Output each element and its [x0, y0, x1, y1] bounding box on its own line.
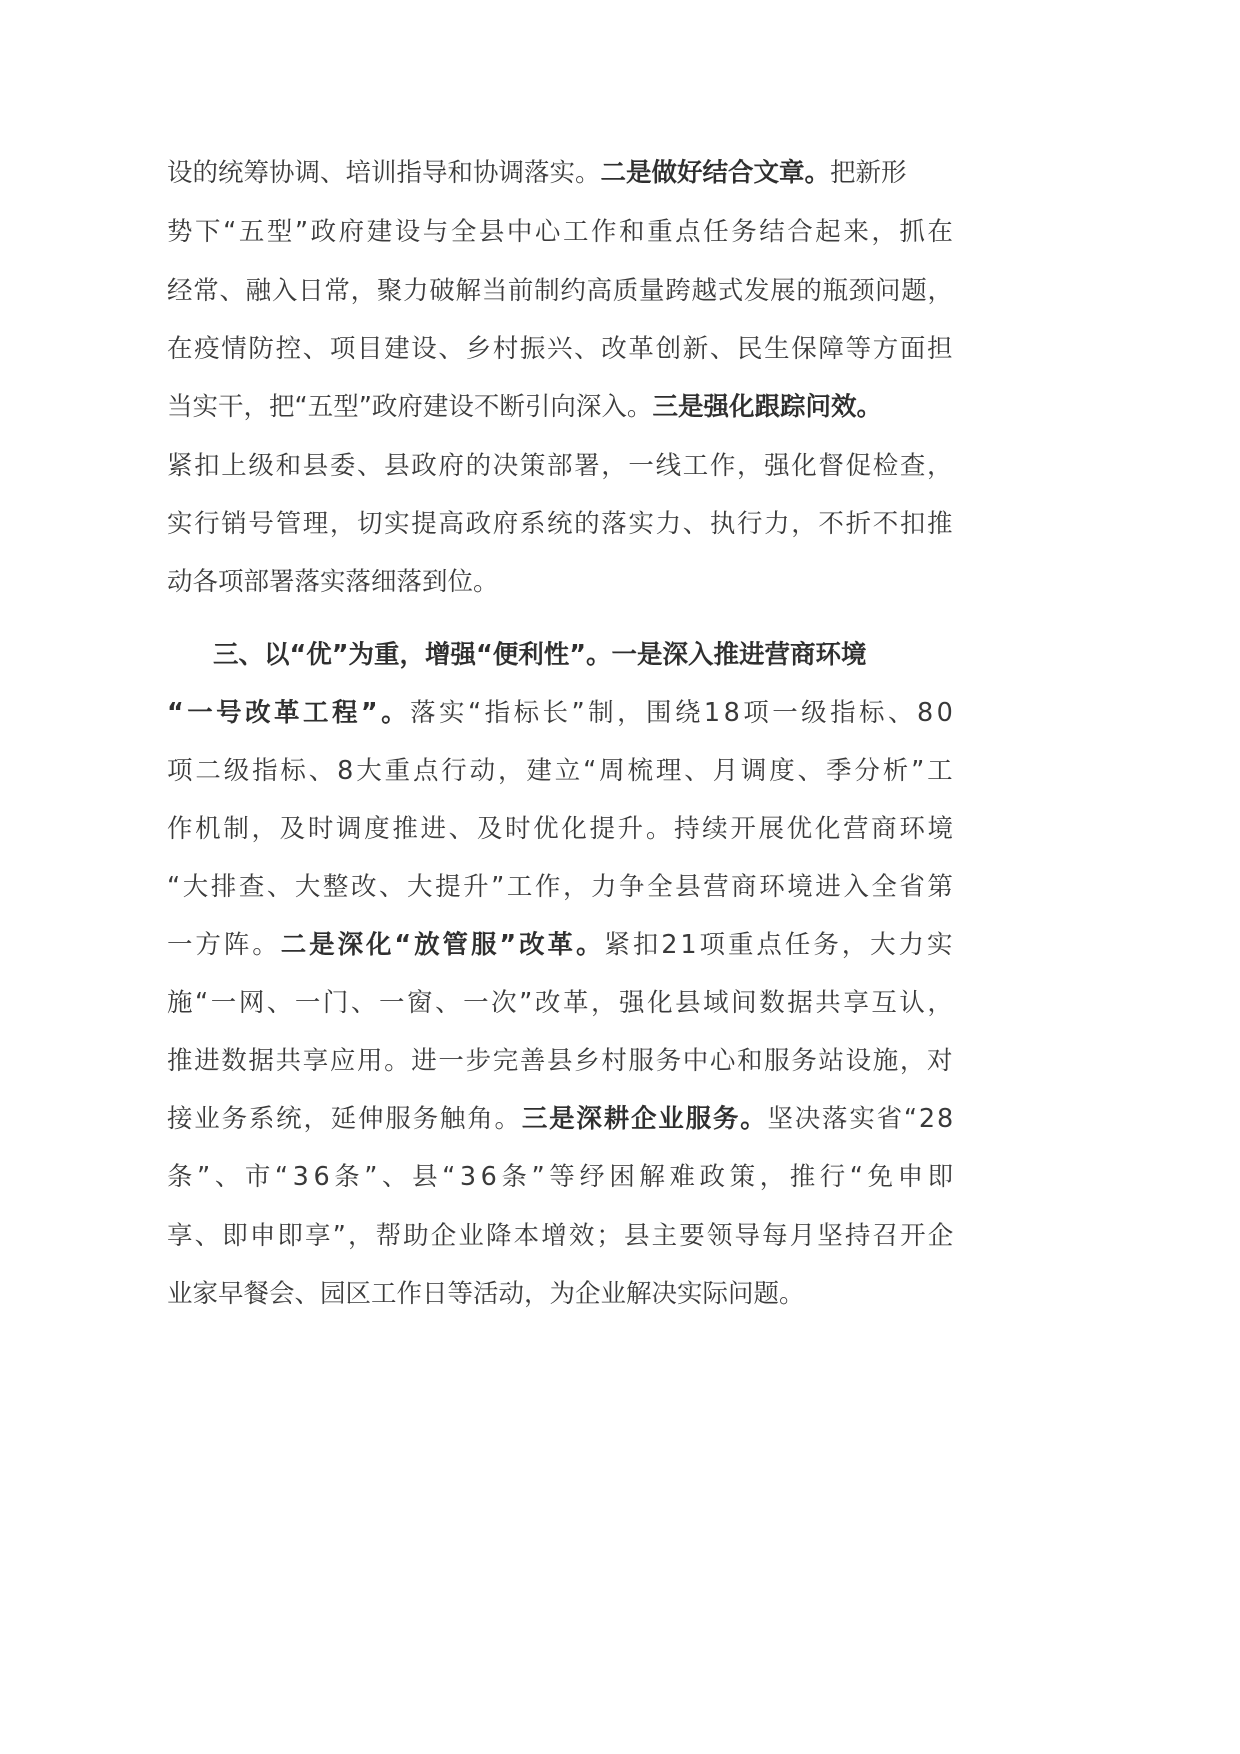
text-line [167, 930, 955, 960]
text-line [167, 872, 955, 902]
text-line [167, 451, 954, 481]
text-line [167, 1046, 954, 1076]
text-run: “大排查、大整改、大提升”工作，力争全县营商环境进入全省第 [167, 872, 956, 902]
bold-phrase: 二是做好结合文章。 [600, 158, 831, 188]
text-line [167, 276, 954, 306]
text-line [167, 334, 954, 364]
text-line [167, 1162, 958, 1192]
text-run: 条”、市“36条”、县“36条”等纾困解难政策，推行“免申即 [167, 1162, 958, 1192]
bold-phrase: 三、以“优”为重，增强“便利性”。一是深入推进营商环境 [213, 640, 867, 670]
text-line [167, 567, 499, 597]
text-run: 推进数据共享应用。进一步完善县乡村服务中心和服务站设施，对 [167, 1046, 955, 1076]
text-run: 落实“指标长”制，围绕18项一级指标、80 [410, 698, 957, 728]
text-run: 一方阵。 [167, 930, 281, 960]
text-line [167, 1221, 955, 1251]
text-line [167, 392, 882, 422]
text-line [167, 158, 907, 188]
text-run: 实行销号管理，切实提高政府系统的落实力、执行力，不折不扣推 [167, 509, 955, 539]
text-line [167, 988, 955, 1018]
text-run: 业家早餐会、园区工作日等活动，为企业解决实际问题。 [167, 1279, 805, 1309]
text-run: 接业务系统，延伸服务触角。 [167, 1104, 522, 1134]
text-run: 把新形 [830, 158, 907, 188]
bold-phrase: 三是深耕企业服务。 [521, 1104, 768, 1134]
text-line [167, 698, 956, 728]
text-run: 经常、融入日常，聚力破解当前制约高质量跨越式发展的瓶颈问题， [167, 276, 954, 306]
text-run: 享、即申即享”，帮助企业降本增效；县主要领导每月坚持召开企 [167, 1221, 956, 1251]
text-run: 作机制，及时调度推进、及时优化提升。持续开展优化营商环境 [167, 814, 956, 844]
text-line [167, 756, 956, 786]
text-line [167, 1279, 805, 1309]
text-line [167, 217, 955, 247]
text-run: 在疫情防控、项目建设、乡村振兴、改革创新、民生保障等方面担 [167, 334, 955, 364]
text-run: 项二级指标、8大重点行动，建立“周梳理、月调度、季分析”工 [167, 756, 956, 786]
text-line [167, 814, 956, 844]
bold-phrase: 三是强化跟踪问效。 [652, 392, 882, 422]
bold-phrase: “一号改革工程”。 [167, 698, 411, 728]
text-run: 当实干，把“五型”政府建设不断引向深入。 [167, 392, 653, 422]
text-line [167, 1104, 955, 1134]
text-run: 坚决落实省“28 [767, 1104, 955, 1134]
text-run: 紧扣上级和县委、县政府的决策部署，一线工作，强化督促检查， [167, 451, 955, 481]
text-run: 势下“五型”政府建设与全县中心工作和重点任务结合起来，抓在 [167, 217, 956, 247]
text-run: 施“一网、一门、一窗、一次”改革，强化县域间数据共享互认， [167, 988, 956, 1018]
text-line [213, 640, 867, 670]
bold-phrase: 二是深化“放管服”改革。 [280, 930, 605, 960]
text-run: 紧扣21项重点任务，大力实 [604, 930, 956, 960]
text-line [167, 509, 954, 539]
text-run: 动各项部署落实落细落到位。 [167, 567, 499, 597]
text-run: 设的统筹协调、培训指导和协调落实。 [167, 158, 601, 188]
